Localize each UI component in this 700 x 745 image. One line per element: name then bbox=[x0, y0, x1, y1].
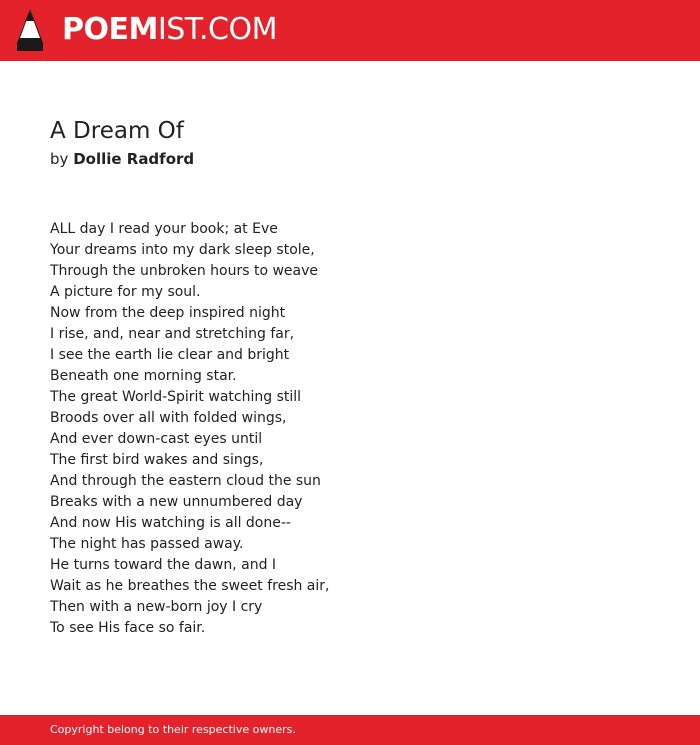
copyright-text: Copyright belong to their respective owners. bbox=[50, 723, 296, 736]
poem-line: The first bird wakes and sings, bbox=[50, 452, 264, 468]
site-header bbox=[0, 0, 700, 61]
site-footer bbox=[0, 715, 700, 745]
poem-line: A picture for my soul. bbox=[50, 284, 201, 300]
poem-line: And now His watching is all done-- bbox=[50, 515, 291, 531]
logo-bold-text: POEM bbox=[62, 12, 158, 47]
poem-body bbox=[50, 219, 329, 639]
poem-title: A Dream Of bbox=[50, 118, 184, 144]
author-name: Dollie Radford bbox=[73, 150, 195, 168]
poem-line: He turns toward the dawn, and I bbox=[50, 557, 277, 573]
pencil-tip-icon[interactable] bbox=[17, 9, 43, 51]
poem-line: The night has passed away. bbox=[50, 536, 244, 552]
poem-line: To see His face so fair. bbox=[50, 620, 206, 636]
by-label: by bbox=[50, 150, 69, 168]
poem-line: Wait as he breathes the sweet fresh air, bbox=[50, 578, 330, 594]
poem-line: Your dreams into my dark sleep stole, bbox=[50, 242, 315, 258]
poem-line: ALL day I read your book; at Eve bbox=[50, 221, 278, 237]
poem-line: The great World-Spirit watching still bbox=[50, 389, 302, 405]
poem-line: Now from the deep inspired night bbox=[50, 305, 286, 321]
logo-light-text: IST.COM bbox=[157, 12, 277, 47]
poem-line: And ever down-cast eyes until bbox=[50, 431, 263, 447]
poem-line: I see the earth lie clear and bright bbox=[50, 347, 290, 363]
byline bbox=[50, 149, 194, 169]
site-logo[interactable] bbox=[62, 12, 277, 48]
poem-line: I rise, and, near and stretching far, bbox=[50, 326, 295, 342]
poem-line: Through the unbroken hours to weave bbox=[50, 263, 318, 279]
poem-line: Then with a new-born joy I cry bbox=[50, 599, 263, 615]
poem-line: Beneath one morning star. bbox=[50, 368, 237, 384]
poem-line: And through the eastern cloud the sun bbox=[50, 473, 321, 489]
poem-line: Broods over all with folded wings, bbox=[50, 410, 287, 426]
poem-line: Breaks with a new unnumbered day bbox=[50, 494, 303, 510]
